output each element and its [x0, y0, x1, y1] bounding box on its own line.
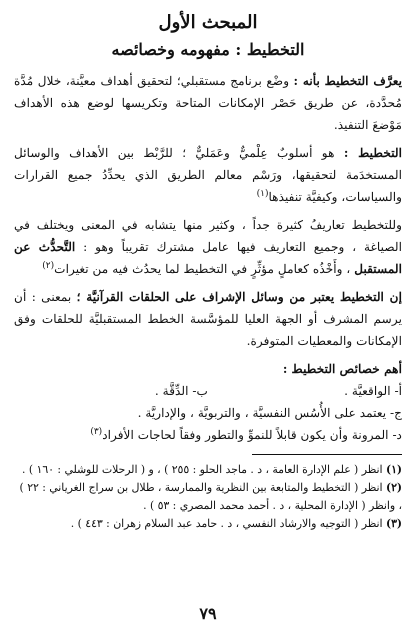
features-row-ab [14, 380, 402, 402]
feature-item-a: أ- الواقعيَّة . [344, 384, 402, 398]
footnote-ref-1: (١) [256, 188, 269, 199]
footnote-1-number: (١) [385, 463, 402, 476]
footnote-ref-2: (٢) [42, 260, 55, 271]
para4-lead: إن التخطيط يعتبر من وسائل الإشراف على الحلقات القرآنيَّة ؛ [76, 290, 402, 304]
definition-paragraph-1 [14, 70, 402, 136]
section-title: التخطيط : مفهومه وخصائصه [111, 40, 305, 59]
definition-paragraph-4 [14, 286, 402, 352]
footnote-ref-3: (٣) [90, 426, 103, 437]
footnote-1 [14, 461, 402, 479]
definition-lead-2: التخطيط : [343, 146, 403, 160]
footnote-2-number: (٢) [385, 481, 402, 494]
definition-paragraph-3 [14, 214, 402, 280]
page-number: ٧٩ [199, 604, 217, 623]
para4-text: بمعنى : أن يرسم المشرف أو الجهة العليا للمؤسَّسة الخطط المستقبليَّة للحلقات وفق الإمكانات والمعطيات المتوفرة. [14, 290, 402, 348]
definition-text-1: وضْع برنامج مستقبلي؛ لتحقيق أهداف معيَّنة، خلال مُدَّة مُحدَّدة، عن طريق حَصْر الإمكانات المتاحة وتكريسها لوضع هذه الأهداف مَوْضعَ التنفيذ. [14, 74, 402, 132]
definition-lead-1: يعرَّف التخطيط بأنه : [293, 74, 402, 88]
para3-text-after: ، وأَخْذُه كعاملٍ مؤثِّرٍ في التخطيط لما يحدُث فيه من تغيرات [54, 262, 355, 276]
para3-text-before: وللتخطيط تعاريفُ كثيرة جداً ، وكثير منها يتشابه في المعنى ويختلف في الصياغة ، وجميع التعاريف فيها عامل مشترك تقريباً وهو : [14, 218, 402, 254]
definition-paragraph-2 [14, 142, 402, 208]
feature-item-c: ج- يعتمد على الأُسُس النفسيَّة ، والتربويَّة ، والإداريَّة . [137, 406, 402, 420]
definition-text-2: هو أسلوبٌ عِلْميٌّ وعَمَليٌّ ؛ للرَّبْط بين الأهداف والوسائل المستخدَمة لتحقيقها، ورَسْم معالم الطريق الذي يحدِّدُ جميع القرارات والسياسات، وكيفيَّة تنفيذها [14, 146, 402, 204]
footnote-3 [14, 515, 402, 533]
chapter-title: المبحث الأول [158, 12, 258, 33]
footnote-1-text: انظر ( علم الإدارة العامة ، د . ماجد الحلو : ٢٥٥ ) ، و ( الرحلات للوشلي : ١٦٠ ) . [22, 463, 386, 476]
feature-item-d [14, 424, 402, 446]
footnote-divider [252, 454, 402, 455]
feature-item-b: ب- الدِّقَّة . [154, 384, 208, 398]
footnote-3-number: (٣) [385, 517, 402, 530]
footnote-2-text: انظر ( التخطيط والمتابعة بين النظرية والممارسة ، طلال بن سراج الغرياني : ٢٢ ) ، وانظر ( الإدارة المحلية ، د . أحمد محمد المصري : ٥٣ ) . [19, 481, 402, 512]
para3-bold-phrase: التَّحدُّث عن المستقبل [14, 240, 402, 276]
footnote-2 [14, 479, 402, 515]
feature-item-d-text: د- المرونة وأن يكون قابلاً للنموِّ والتطور وفقاً لحاجات الأفراد [102, 428, 402, 442]
footnote-3-text: انظر ( التوجيه والارشاد النفسي ، د . حامد عبد السلام زهران : ٤٤٣ ) . [70, 517, 386, 530]
features-title: أهم خصائص التخطيط : [282, 362, 402, 376]
